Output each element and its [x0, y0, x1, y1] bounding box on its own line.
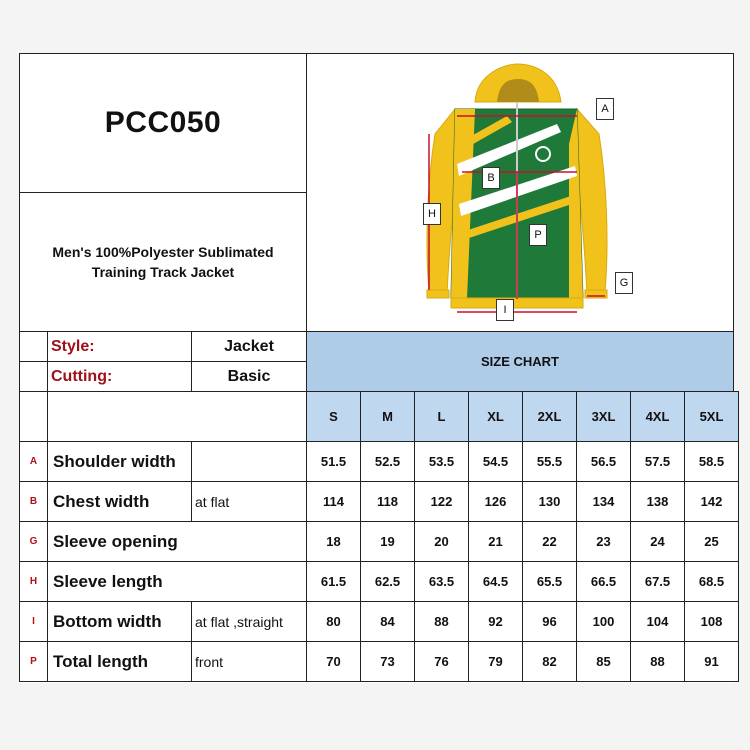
diagram-label-g: G: [615, 272, 633, 294]
measurement-value-cell: [414, 521, 469, 562]
measurement-value-cell: [576, 601, 631, 642]
row-letter: B: [29, 496, 38, 507]
size-header-m-cell: [360, 391, 415, 442]
size-chart-title: SIZE CHART: [481, 354, 559, 369]
measurement-value-cell: [360, 441, 415, 482]
row-letter-cell: [19, 481, 48, 522]
product-code: PCC050: [104, 106, 222, 139]
size-header-5xl: 5XL: [699, 409, 724, 424]
measurement-value-cell: [630, 521, 685, 562]
measurement-value: 108: [700, 614, 723, 629]
product-description: Men's 100%Polyester Sublimated Training Track Jacket: [52, 244, 274, 280]
size-header-5xl-cell: [684, 391, 739, 442]
blank-cell: [47, 391, 307, 442]
measurement-value-cell: [306, 441, 361, 482]
measurement-value: 23: [596, 534, 611, 549]
measurement-value-cell: [414, 641, 469, 682]
row-letter-cell: [19, 441, 48, 482]
measurement-value: 118: [377, 494, 398, 509]
measurement-value-cell: [468, 641, 523, 682]
size-header-l-cell: [414, 391, 469, 442]
measurement-note: at flat ,straight: [195, 613, 283, 630]
measurement-value: 21: [488, 534, 503, 549]
measurement-value: 18: [326, 534, 341, 549]
measurement-value-cell: [576, 561, 631, 602]
measurement-value-cell: [360, 481, 415, 522]
measurement-value-cell: [684, 481, 739, 522]
blank-cell: [19, 391, 48, 442]
measurement-value: 65.5: [536, 574, 563, 589]
measurement-value: 20: [434, 534, 449, 549]
measurement-value-cell: [576, 521, 631, 562]
measurement-value-cell: [360, 521, 415, 562]
measurement-value: 57.5: [644, 454, 671, 469]
measurement-value: 76: [434, 654, 449, 669]
measurement-name: Bottom width: [53, 611, 162, 631]
measurement-value-cell: [684, 441, 739, 482]
measurement-value: 138: [646, 494, 669, 509]
measurement-value-cell: [522, 561, 577, 602]
measurement-value-cell: [468, 521, 523, 562]
measurement-value-cell: [468, 561, 523, 602]
measurement-value: 63.5: [428, 574, 455, 589]
measurement-value-cell: [468, 481, 523, 522]
measurement-value: 130: [538, 494, 561, 509]
style-label: Style:: [51, 337, 95, 355]
measurement-value-cell: [576, 481, 631, 522]
measurement-note-cell: [191, 481, 307, 522]
measurement-value-cell: [414, 481, 469, 522]
measurement-value-cell: [576, 641, 631, 682]
measurement-name: Total length: [53, 651, 149, 671]
measurement-value-cell: [306, 601, 361, 642]
measurement-value-cell: [684, 641, 739, 682]
measurement-value: 58.5: [698, 454, 725, 469]
measurement-value-cell: [522, 641, 577, 682]
size-header-s-cell: [306, 391, 361, 442]
row-letter: P: [30, 656, 37, 667]
measurement-value: 73: [380, 654, 395, 669]
measurement-value-cell: [414, 441, 469, 482]
measurement-value: 68.5: [698, 574, 725, 589]
measurement-value: 126: [484, 494, 507, 509]
measurement-value-cell: [630, 561, 685, 602]
cutting-label: Cutting:: [51, 367, 113, 385]
measurement-value-cell: [630, 441, 685, 482]
size-header-xl: XL: [487, 409, 504, 424]
size-header-s: S: [329, 409, 338, 424]
measurement-value-cell: [306, 481, 361, 522]
diagram-label-i: I: [496, 299, 514, 321]
measurement-value-cell: [522, 601, 577, 642]
cutting-label-cell: [47, 361, 192, 392]
style-label-cell: [47, 331, 192, 362]
size-header-4xl: 4XL: [645, 409, 670, 424]
measurement-value: 24: [650, 534, 665, 549]
measurement-value-cell: [522, 481, 577, 522]
diagram-label-b: B: [482, 167, 500, 189]
measurement-value-cell: [684, 601, 739, 642]
measurement-value: 96: [542, 614, 557, 629]
size-header-3xl: 3XL: [591, 409, 616, 424]
style-value-cell: [191, 331, 307, 362]
measurement-note: at flat: [195, 493, 230, 510]
measurement-value-cell: [630, 641, 685, 682]
measurement-value: 88: [650, 654, 665, 669]
size-header-3xl-cell: [576, 391, 631, 442]
measurement-value: 104: [646, 614, 669, 629]
measurement-value: 25: [704, 534, 719, 549]
measurement-value: 122: [430, 494, 453, 509]
measurement-name-cell: [47, 481, 192, 522]
jacket-diagram-cell: [306, 53, 734, 332]
measurement-value-cell: [684, 561, 739, 602]
measurement-value: 82: [542, 654, 557, 669]
size-header-m: M: [382, 409, 393, 424]
row-letter: I: [32, 616, 35, 627]
row-letter-cell: [19, 561, 48, 602]
measurement-value: 61.5: [320, 574, 347, 589]
size-header-2xl: 2XL: [537, 409, 562, 424]
measurement-name: Chest width: [53, 491, 150, 511]
row-letter-cell: [19, 641, 48, 682]
measurement-value-cell: [630, 481, 685, 522]
measurement-value-cell: [522, 441, 577, 482]
measurement-value: 84: [380, 614, 395, 629]
measurement-value-cell: [522, 521, 577, 562]
measurement-value-cell: [414, 601, 469, 642]
measurement-value: 67.5: [644, 574, 671, 589]
measurement-value: 53.5: [428, 454, 455, 469]
size-chart-title-cell: [306, 331, 734, 392]
measurement-value-cell: [684, 521, 739, 562]
measurement-value: 79: [488, 654, 503, 669]
measurement-value-cell: [360, 641, 415, 682]
measurement-value-cell: [306, 641, 361, 682]
measurement-value: 19: [380, 534, 395, 549]
measurement-value-cell: [576, 441, 631, 482]
measurement-value-cell: [360, 561, 415, 602]
measurement-value: 64.5: [482, 574, 509, 589]
measurement-name-cell: [47, 521, 307, 562]
measurement-value-cell: [360, 601, 415, 642]
measurement-value-cell: [468, 441, 523, 482]
measurement-value: 85: [596, 654, 611, 669]
row-letter-cell: [19, 521, 48, 562]
size-chart-sheet: [19, 53, 734, 683]
measurement-name-cell: [47, 641, 192, 682]
measurement-name-cell: [47, 441, 192, 482]
product-code-cell: [19, 53, 307, 193]
blank-cell: [19, 361, 48, 392]
cutting-value-cell: [191, 361, 307, 392]
measurement-value: 91: [704, 654, 719, 669]
measurement-name: Sleeve opening: [53, 531, 178, 551]
row-letter: A: [29, 456, 38, 467]
blank-cell: [191, 441, 307, 482]
measurement-value: 134: [592, 494, 615, 509]
diagram-label-h: H: [423, 203, 441, 225]
cutting-value: Basic: [227, 367, 271, 385]
measurement-value: 142: [700, 494, 723, 509]
measurement-name-cell: [47, 601, 192, 642]
measurement-value: 100: [592, 614, 615, 629]
measurement-value: 66.5: [590, 574, 617, 589]
measurement-name: Shoulder width: [53, 451, 176, 471]
measurement-value: 22: [542, 534, 557, 549]
size-header-l: L: [437, 409, 446, 424]
size-header-xl-cell: [468, 391, 523, 442]
diagram-label-a: A: [596, 98, 614, 120]
measurement-note: front: [195, 653, 224, 670]
blank-cell: [19, 331, 48, 362]
measurement-name: Sleeve length: [53, 571, 163, 591]
measurement-value-cell: [468, 601, 523, 642]
size-header-4xl-cell: [630, 391, 685, 442]
measurement-value: 62.5: [374, 574, 401, 589]
jacket-diagram: [307, 54, 733, 331]
measurement-note-cell: [191, 641, 307, 682]
measurement-value: 114: [323, 494, 344, 509]
style-value: Jacket: [224, 337, 274, 355]
row-letter: G: [29, 536, 38, 547]
measurement-value: 51.5: [320, 454, 347, 469]
row-letter: H: [29, 576, 38, 587]
row-letter-cell: [19, 601, 48, 642]
measurement-note-cell: [191, 601, 307, 642]
diagram-label-p: P: [529, 224, 547, 246]
measurement-value: 54.5: [482, 454, 509, 469]
measurement-value-cell: [306, 521, 361, 562]
measurement-value: 56.5: [590, 454, 617, 469]
measurement-value: 52.5: [374, 454, 401, 469]
measurement-value: 88: [434, 614, 449, 629]
measurement-name-cell: [47, 561, 307, 602]
measurement-value: 70: [326, 654, 341, 669]
measurement-value-cell: [306, 561, 361, 602]
measurement-value: 92: [488, 614, 503, 629]
measurement-value-cell: [630, 601, 685, 642]
product-description-cell: [19, 192, 307, 332]
measurement-value-cell: [414, 561, 469, 602]
measurement-value: 55.5: [536, 454, 563, 469]
measurement-value: 80: [326, 614, 341, 629]
size-header-2xl-cell: [522, 391, 577, 442]
